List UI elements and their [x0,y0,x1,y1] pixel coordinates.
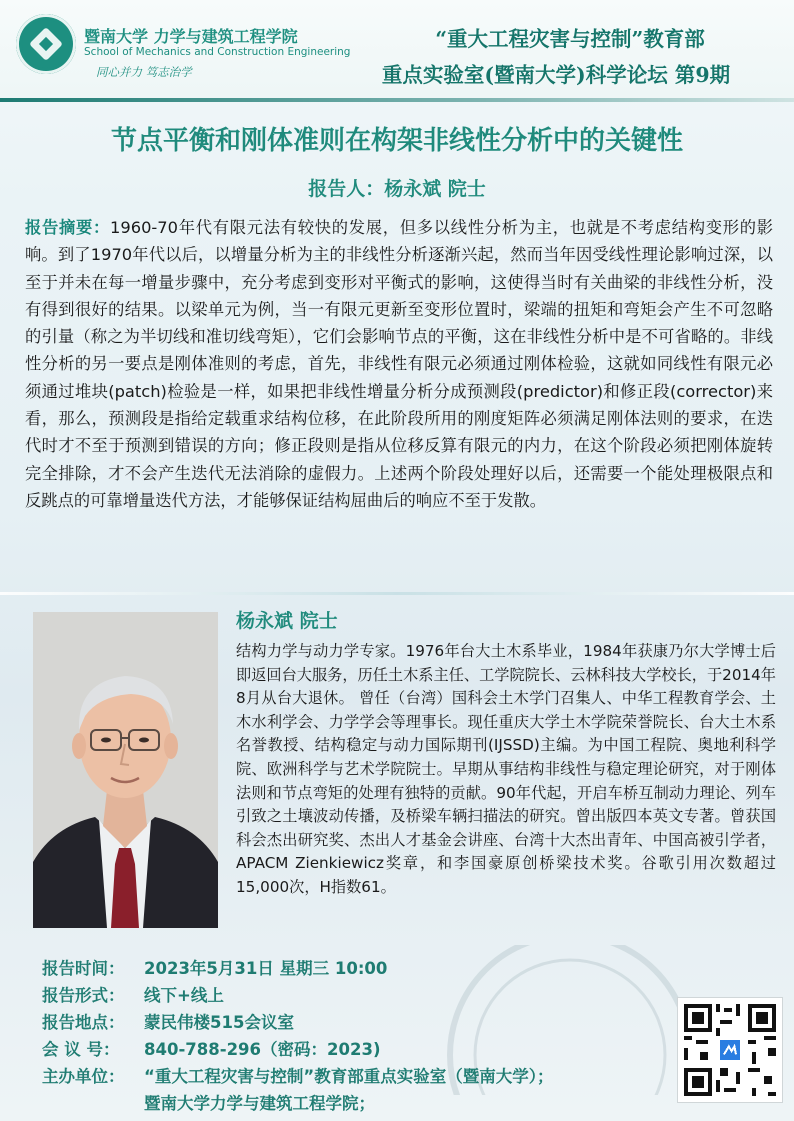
speaker-photo [33,612,218,928]
info-form-value: 线下+线上 [144,986,224,1005]
info-row-host [42,1063,682,1090]
talk-title: 节点平衡和刚体准则在构架非线性分析中的关键性 [110,126,683,156]
info-host-value-2: 暨南大学力学与建筑工程学院； [144,1094,375,1113]
info-row-place [42,1009,682,1036]
info-meeting-label: 会 议 号： [42,1040,120,1059]
event-info [42,955,682,1117]
info-row-form [42,982,682,1009]
school-name-cn: 暨南大学 力学与建筑工程学院 [84,27,298,46]
info-time-value: 2023年5月31日 星期三 10:00 [144,959,388,978]
abstract-text: 1960-70年代有限元法有较快的发展，但多以线性分析为主，也就是不考虑结构变形的影响。到了1970年代以后，以增量分析为主的非线性分析逐渐兴起，然而当年因受线性理论影响过深，以至于并未在每一增量步骤中，充分考虑到变形对平衡式的影响，这使得当时有关曲梁的非线性分析，没有得到很好的结果。以梁单元为例，当一有限元更新至变形位置时，梁端的扭矩和弯矩会产生不可忽略的引量（称之为半切线和准切线弯矩），它们会影响节点的平衡，这在非线性分析中是不可省略的。非线性分析的另一要点是刚体准则的考虑，首先，非线性有限元必须通过刚体检验，这就如同线性有限元必须通过堆块(patch)检验是一样，如果把非线性增量分析分成预测段(predictor)和修正段(corrector)来看，那么，预测段是指给定载重求结构位移，在此阶段所用的刚度矩阵必须满足刚体法则的要求，在迭代时才不至于预测到错误的方向；修正段则是指从位移反算有限元的内力，在这个阶段必须把刚体旋转完全排除，才不会产生迭代无法消除的虚假力。上述两个阶段处理好以后，还需要一个能处理极限点和反跳点的可靠增量迭代方法，才能够保证结构屈曲后的响应不至于发散。 [25,218,773,510]
abstract [25,214,773,514]
header-divider [0,98,794,102]
speaker-bio: 结构力学与动力学专家。1976年台大土木系毕业，1984年获康乃尔大学博士后即返回台大服务，历任土木系主任、工学院院长、云林科技大学校长，于2014年8月从台大退休。 曾任（台湾）国科会土木学门召集人、中华工程教育学会、土木水利学会、力学学会等理事长。现任重庆大学土木学院荣誉院长、台大土木系名誉教授、结构稳定与动力国际期刊(IJSSD)主编。为中国工程院、奥地利科学院、欧洲科学与艺术学院院士。早期从事结构非线性与稳定理论研究，对于刚体法则和节点弯矩的处理有独特的贡献。90年代起，开启车桥互制动力理论、列车引致之土壤波动传播，及桥梁车辆扫描法的研究。曾出版四本英文专著。曾获国科会杰出研究奖、杰出人才基金会讲座、台湾十大杰出青年、中国高被引学者，APACM Zienkiewicz奖章，和李国豪原创桥梁技术奖。谷歌引用次数超过15,000次，H指数61。 [236,642,776,896]
info-host-label: 主办单位： [42,1067,125,1086]
reporter-line: 报告人：杨永斌 院士 [308,178,486,200]
info-form-label: 报告形式： [42,986,125,1005]
forum-title-line1: “重大工程灾害与控制”教育部 [435,27,705,51]
abstract-label: 报告摘要： [25,218,110,237]
info-row-meeting [42,1036,682,1063]
school-motto: 同心并力 笃志治学 [96,65,192,79]
school-name-en: School of Mechanics and Construction Engineering [84,46,351,58]
info-place-label: 报告地点： [42,1013,125,1032]
info-host-value-1: “重大工程灾害与控制”教育部重点实验室（暨南大学）； [144,1067,554,1086]
university-seal-icon [16,14,76,74]
info-time-label: 报告时间： [42,959,125,978]
info-place-value: 蒙民伟楼515会议室 [144,1013,294,1032]
meeting-qr-code[interactable] [678,998,782,1102]
info-meeting-value: 840-788-296（密码：2023) [144,1040,381,1059]
speaker-name: 杨永斌 院士 [236,610,338,632]
forum-title-line2: 重点实验室(暨南大学)科学论坛 第9期 [381,63,731,87]
info-row-time [42,955,682,982]
section-divider [0,592,794,595]
